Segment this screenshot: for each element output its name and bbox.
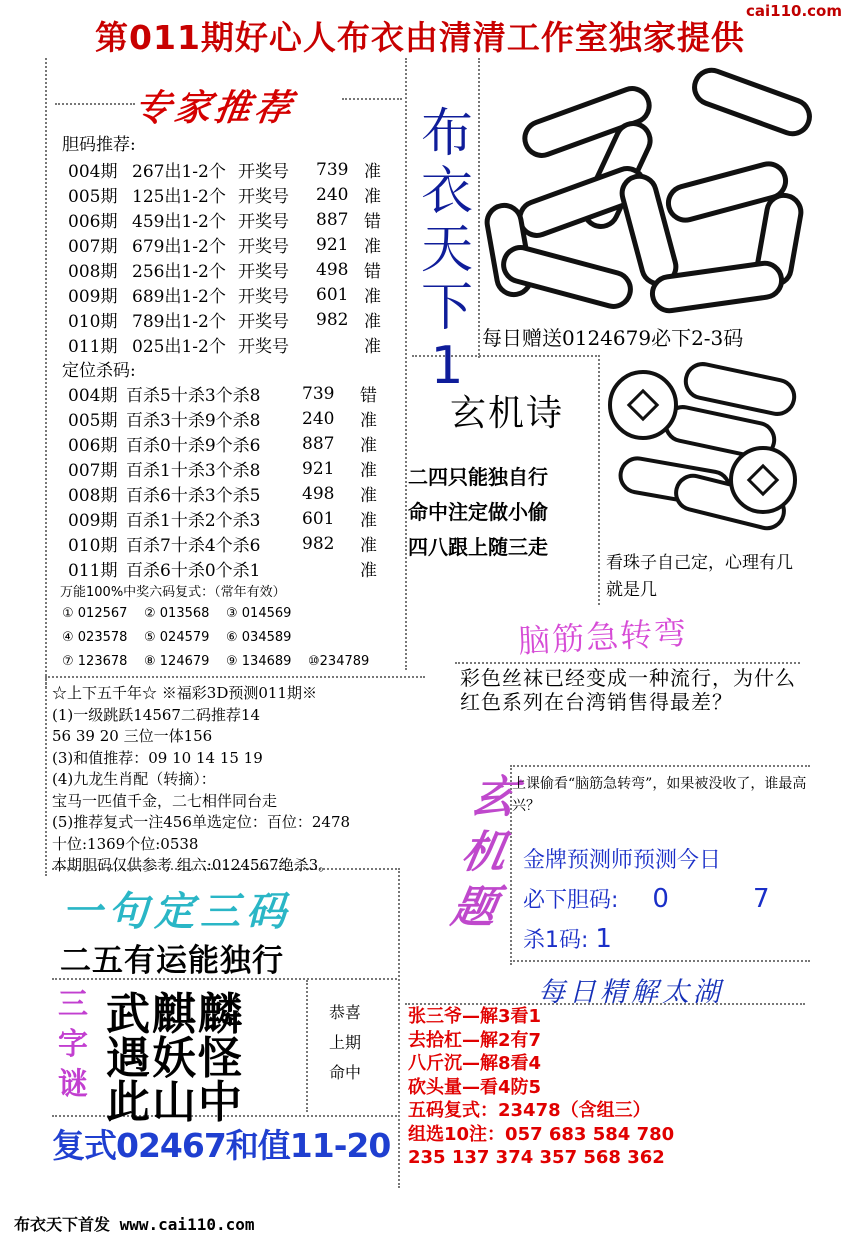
sanqian-line: 56 39 20 三位一体156 [52,727,213,745]
cell-status: 准 [364,162,381,182]
wanneng-item: ③ 014569 [226,606,292,621]
sanqian-line: (3)和值推荐：09 10 14 15 19 [52,748,263,767]
cell-period: 007期 [68,237,118,257]
cell-pick: 256出1-2个 [132,262,226,282]
cell-period: 010期 [68,536,118,556]
cell-pick: 025出1-2个 [132,337,226,357]
cell-pick: 459出1-2个 [132,212,226,232]
table-row [68,481,383,506]
taihu-block [408,1005,674,1170]
divider-poem-right [598,355,600,605]
table-row [68,182,387,207]
cell-period: 011期 [68,561,118,581]
poem-title: 玄机诗 [450,393,565,434]
cell-result: 739 [302,383,335,404]
cell-pick: 百杀3十杀9个杀8 [126,411,261,431]
cell-result [316,332,360,357]
wanneng-item: ① 012567 [62,606,128,621]
table-row [68,257,387,282]
divider-gongxi-left [306,980,308,1112]
cell-result: 887 [316,209,349,230]
cell-result: 240 [316,184,349,205]
buyi-char: 布 [420,104,473,164]
xuanji-ti-char: 机 [457,827,511,878]
cell-status: 准 [360,536,377,556]
gongxi-line: 恭喜 [328,1003,361,1022]
cell-status: 错 [360,386,377,406]
cell-period: 005期 [68,187,118,207]
cell-pick: 125出1-2个 [132,187,226,207]
cell-result: 601 [302,508,335,529]
divider-gold-bottom [510,960,810,962]
cell-period: 008期 [68,262,118,282]
divider-riddle-top [455,662,800,664]
table-row [68,207,387,232]
cell-result: 498 [302,483,335,504]
cell-label: 开奖号 [238,162,289,182]
cell-label: 开奖号 [238,337,289,357]
wanneng-item: ⑦ 123678 [62,654,128,669]
divider-yiju-right [398,868,400,1188]
bidan-b: 7 [752,884,770,914]
wanneng-item: ⑨ 134689 [226,654,292,669]
bead-note: 看珠子自己定，心理有几就是几 [606,553,793,600]
footer-text: 布衣天下首发 www.cai110.com [14,1215,255,1234]
divider-mid-top [405,58,407,670]
table-row [68,556,383,581]
gold-block [523,842,770,960]
fushi-line: 复式02467和值11-20 [52,1126,391,1165]
divider-sanqian-left [45,676,47,876]
gongxi-line: 上期 [328,1033,361,1052]
buyi-vertical-title [418,105,476,395]
sanqian-line: ☆上下五千年☆ ※福彩3D预测011期※ [52,684,317,702]
table-row [68,406,383,431]
table-row [68,506,383,531]
bidan-row [523,880,770,920]
cell-result: 982 [302,533,335,554]
divider-joke-top [510,765,810,767]
coins-illustration [605,360,805,545]
gongxi-block [320,998,370,1088]
cell-result [302,556,360,581]
cell-status: 准 [360,436,377,456]
bidan-a: 0 [652,884,669,914]
cell-period: 008期 [68,486,118,506]
cell-label: 开奖号 [238,187,289,207]
table-row [68,282,387,307]
cell-period: 006期 [68,436,118,456]
cell-pick: 267出1-2个 [132,162,226,182]
sanqian-line: 十位:1369个位:0538 [52,834,199,853]
cell-pick: 百杀1十杀3个杀8 [126,461,261,481]
cell-status: 准 [360,511,377,531]
wanneng-item: ④ 023578 [62,630,128,645]
xuanji-ti-char: 玄 [467,772,521,823]
cell-status: 错 [364,212,381,232]
table-row [68,531,383,556]
table-row [68,157,387,182]
cell-result: 240 [302,408,335,429]
sanqian-line: (1)一级跳跃14567二码推荐14 [52,705,261,724]
poem-line: 二四只能独自行 [408,465,548,489]
cell-period: 010期 [68,312,118,332]
table-row [68,232,387,257]
word-1: 武麒麟 [106,989,244,1040]
cell-label: 开奖号 [238,287,289,307]
cell-period: 004期 [68,386,118,406]
cell-period: 007期 [68,461,118,481]
cell-pick: 百杀6十杀0个杀1 [126,561,261,581]
naojin-title: 脑筋急转弯 [517,613,689,661]
cell-pick: 百杀1十杀2个杀3 [126,511,261,531]
sha-value: 1 [595,924,612,954]
wanneng-label: 万能100%中奖六码复式：（常年有效） [60,585,286,600]
sha-row [523,920,770,960]
table-row [68,381,383,406]
expert-title: 专家推荐 [131,88,298,129]
cell-status: 准 [364,187,381,207]
buyi-char: 衣 [420,162,473,222]
word-2: 遇妖怪 [106,1033,244,1084]
gongxi-line: 命中 [328,1063,361,1082]
table-row [68,307,387,332]
buyi-char: 下 [420,278,473,338]
taihu-line: 组选10注：057 683 584 780 [408,1123,675,1145]
sanqian-line: (4)九龙生肖配（转摘）： [52,770,216,788]
bidan-label: 必下胆码: [523,888,619,913]
buyi-char: 天 [420,220,473,280]
divider-expert-left [55,103,135,105]
cell-period: 006期 [68,212,118,232]
cell-status: 准 [360,486,377,506]
table-row [68,431,383,456]
poem-block [408,460,548,565]
yiju-title: 一句定三码 [62,889,292,935]
erwu-phrase: 二五有运能独行 [60,943,284,979]
wanneng-item: ⑤ 024579 [144,630,210,645]
kill-table [68,381,383,581]
wanneng-row-2 [62,630,308,645]
sanqian-block [52,683,412,877]
cell-result: 982 [316,309,349,330]
taihu-title: 每日精解太湖 [538,977,724,1008]
cell-period: 004期 [68,162,118,182]
cell-label: 开奖号 [238,312,289,332]
number-26-illustration [482,65,822,320]
cell-pick: 百杀0十杀9个杀6 [126,436,261,456]
cell-period: 009期 [68,511,118,531]
cell-result: 498 [316,259,349,280]
cell-pick: 百杀6十杀3个杀5 [126,486,261,506]
wanneng-row-1 [62,606,308,621]
divider-expert-right [342,98,402,100]
poem-line: 命中注定做小偷 [408,500,548,524]
gold-title: 金牌预测师预测今日 [523,848,722,873]
taihu-line: 去拾杠—解2有7 [408,1029,542,1051]
taihu-line: 砍头量—看4防5 [408,1076,542,1098]
cell-status: 准 [360,411,377,431]
cell-pick: 百杀5十杀3个杀8 [126,386,261,406]
divider-sanqian-top [45,676,425,678]
table-row [68,332,387,357]
sanqian-line: 宝马一匹值千金，二七相伴同台走 [52,791,278,810]
cell-status: 错 [364,262,381,282]
table-row [68,456,383,481]
joke-text: 上课偷看“脑筋急转弯”，如果被没收了，谁最高兴？ [512,776,807,814]
cell-status: 准 [364,312,381,332]
wanneng-item: ⑥ 034589 [226,630,292,645]
riddle-text: 彩色丝袜已经变成一种流行，为什么红色系列在台湾销售得最差？ [460,666,796,714]
divider-mid-upper [478,58,480,358]
page-title: 第011期好心人布衣由清清工作室独家提供 [95,18,745,57]
buyi-char: 1 [430,336,464,396]
daily-gift: 每日赠送0124679必下2-3码 [482,326,744,350]
cell-label: 开奖号 [238,237,289,257]
cell-result: 739 [316,159,349,180]
dan-label: 胆码推荐: [62,135,136,155]
cell-period: 011期 [68,337,118,357]
kill-label: 定位杀码: [62,361,136,381]
sha-label: 杀1码: [523,928,589,953]
cell-result: 887 [302,433,335,454]
wanneng-row-3 [62,654,390,669]
cell-pick: 百杀7十杀4个杀6 [126,536,261,556]
cell-status: 准 [364,237,381,257]
wanneng-item: ② 013568 [144,606,210,621]
cell-result: 921 [316,234,349,255]
sanzi-label: 三字谜 [58,987,88,1102]
wanneng-item: ⑧ 124679 [144,654,210,669]
cell-pick: 679出1-2个 [132,237,226,257]
sanqian-line: (5)推荐复式一注456单选定位：百位：2478 [52,813,351,831]
site-url[interactable]: cai110.com [746,2,842,20]
cell-result: 921 [302,458,335,479]
xuanji-ti-char: 题 [447,882,501,933]
taihu-line: 五码复式：23478（含组三） [408,1100,651,1121]
cell-status: 准 [360,461,377,481]
word-3: 此山中 [106,1077,244,1128]
taihu-line: 张三爷—解3看1 [408,1006,542,1027]
taihu-line: 235 137 374 357 568 362 [408,1147,665,1168]
cell-label: 开奖号 [238,212,289,232]
cell-label: 开奖号 [238,262,289,282]
cell-pick: 689出1-2个 [132,287,226,307]
cell-status: 准 [360,561,377,581]
sanqian-line: 本期胆码仅供参考 组六:0124567绝杀3。 [52,856,334,874]
cell-result: 601 [316,284,349,305]
cell-status: 准 [364,287,381,307]
divider-left [45,58,47,688]
poem-line: 四八跟上随三走 [408,535,548,559]
wanneng-item: ⑩234789 [308,654,370,669]
cell-status: 准 [364,337,381,357]
taihu-line: 八斤沉—解8看4 [408,1053,542,1074]
cell-period: 009期 [68,287,118,307]
dan-table [68,157,387,357]
cell-period: 005期 [68,411,118,431]
cell-pick: 789出1-2个 [132,312,226,332]
